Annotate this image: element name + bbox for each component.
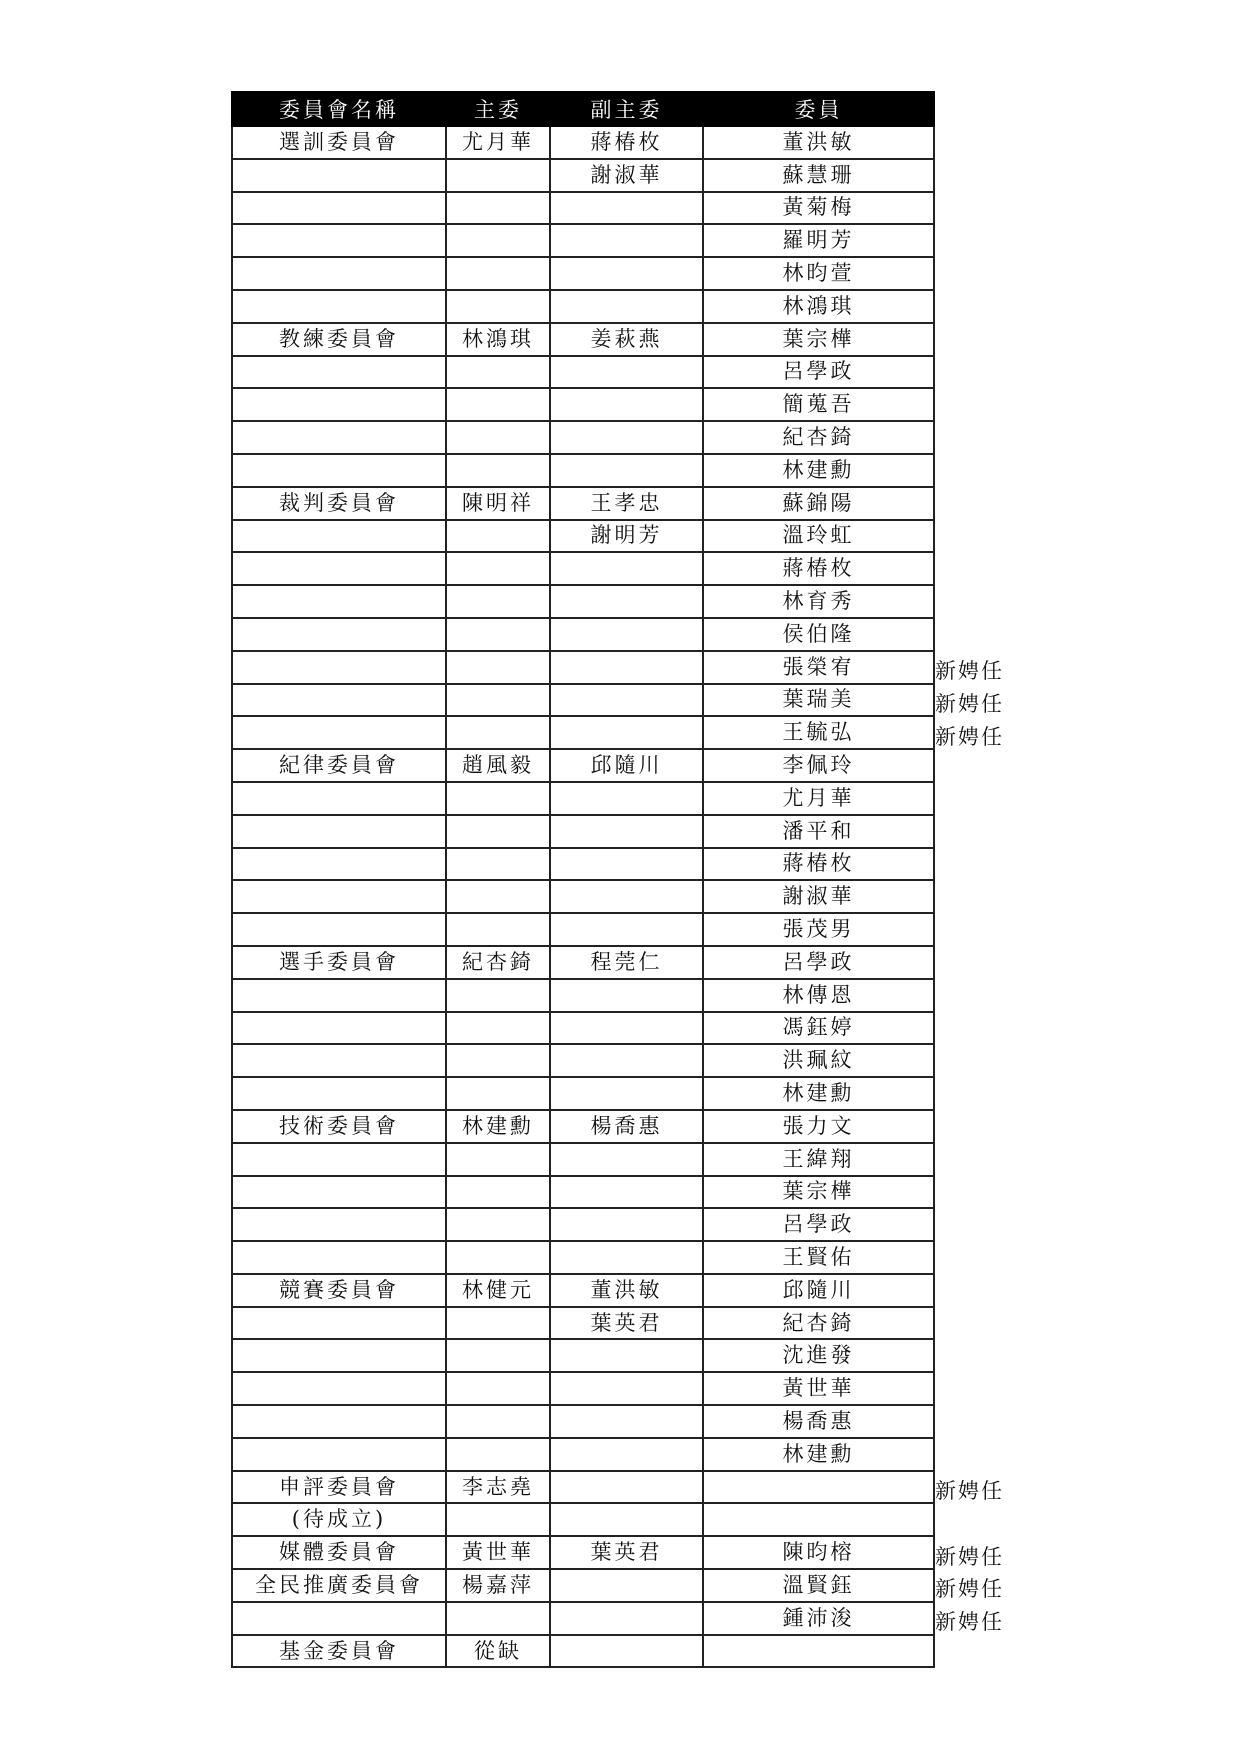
vice-chair-cell: 葉英君 — [550, 1307, 703, 1340]
member-cell: 李佩玲 — [703, 749, 934, 782]
vice-chair-cell: 謝淑華 — [550, 159, 703, 192]
member-cell: 林育秀 — [703, 585, 934, 618]
vice-chair-cell — [550, 1471, 703, 1504]
committee-table — [231, 91, 935, 1668]
chair-cell — [446, 1602, 550, 1635]
table-row — [232, 782, 934, 815]
chair-cell: 李志堯 — [446, 1471, 550, 1504]
chair-cell — [446, 1241, 550, 1274]
chair-cell: 從缺 — [446, 1635, 550, 1668]
committee-name-cell — [232, 585, 446, 618]
member-cell: 尤月華 — [703, 782, 934, 815]
member-cell: 侯伯隆 — [703, 618, 934, 651]
table-row — [232, 1339, 934, 1372]
table-row — [232, 1503, 934, 1536]
member-cell: 林建勳 — [703, 454, 934, 487]
table-row — [232, 126, 934, 159]
table-row — [232, 651, 934, 684]
chair-cell — [446, 1176, 550, 1209]
chair-cell: 林鴻琪 — [446, 323, 550, 356]
member-cell: 邱隨川 — [703, 1274, 934, 1307]
committee-name-cell — [232, 848, 446, 881]
header-committee-name: 委員會名稱 — [232, 92, 446, 126]
chair-cell — [446, 552, 550, 585]
committee-name-cell — [232, 1307, 446, 1340]
committee-name-cell — [232, 913, 446, 946]
chair-cell — [446, 1405, 550, 1438]
table-row — [232, 979, 934, 1012]
vice-chair-cell — [550, 356, 703, 389]
table-row — [232, 520, 934, 553]
committee-name-cell — [232, 1372, 446, 1405]
member-cell: 呂學政 — [703, 1208, 934, 1241]
chair-cell — [446, 1077, 550, 1110]
new-appointment-note: 新娉任 — [935, 659, 1004, 684]
chair-cell — [446, 257, 550, 290]
table-row — [232, 388, 934, 421]
vice-chair-cell — [550, 815, 703, 848]
chair-cell — [446, 356, 550, 389]
table-row — [232, 848, 934, 881]
chair-cell — [446, 848, 550, 881]
vice-chair-cell — [550, 552, 703, 585]
member-cell: 馮鈺婷 — [703, 1012, 934, 1045]
table-row — [232, 421, 934, 454]
member-cell: 葉瑞美 — [703, 684, 934, 717]
vice-chair-cell — [550, 1438, 703, 1471]
chair-cell: 趙風毅 — [446, 749, 550, 782]
member-cell: 潘平和 — [703, 815, 934, 848]
chair-cell: 陳明祥 — [446, 487, 550, 520]
committee-name-cell — [232, 454, 446, 487]
committee-name-cell — [232, 880, 446, 913]
member-cell: 林建勳 — [703, 1077, 934, 1110]
vice-chair-cell — [550, 290, 703, 323]
vice-chair-cell — [550, 848, 703, 881]
member-cell: 蘇慧珊 — [703, 159, 934, 192]
chair-cell — [446, 651, 550, 684]
table-row — [232, 1044, 934, 1077]
committee-name-cell: 教練委員會 — [232, 323, 446, 356]
table-row — [232, 1077, 934, 1110]
vice-chair-cell: 邱隨川 — [550, 749, 703, 782]
member-cell: 林鴻琪 — [703, 290, 934, 323]
table-row — [232, 1110, 934, 1143]
member-cell: 張榮宥 — [703, 651, 934, 684]
table-row — [232, 224, 934, 257]
table-row — [232, 1208, 934, 1241]
member-cell: 黃菊梅 — [703, 192, 934, 225]
committee-name-cell — [232, 1044, 446, 1077]
committee-name-cell — [232, 1241, 446, 1274]
member-cell: 蔣椿枚 — [703, 552, 934, 585]
committee-name-cell: 選訓委員會 — [232, 126, 446, 159]
table-body — [232, 126, 934, 1667]
table-row — [232, 1602, 934, 1635]
chair-cell — [446, 618, 550, 651]
committee-name-cell — [232, 356, 446, 389]
chair-cell — [446, 815, 550, 848]
table-row — [232, 618, 934, 651]
chair-cell — [446, 1503, 550, 1536]
chair-cell — [446, 290, 550, 323]
vice-chair-cell: 姜萩燕 — [550, 323, 703, 356]
committee-name-cell — [232, 1143, 446, 1176]
vice-chair-cell: 楊喬惠 — [550, 1110, 703, 1143]
chair-cell — [446, 159, 550, 192]
table-row — [232, 815, 934, 848]
chair-cell — [446, 388, 550, 421]
vice-chair-cell — [550, 618, 703, 651]
committee-name-cell — [232, 224, 446, 257]
chair-cell — [446, 454, 550, 487]
vice-chair-cell — [550, 1602, 703, 1635]
chair-cell — [446, 192, 550, 225]
vice-chair-cell — [550, 192, 703, 225]
vice-chair-cell — [550, 224, 703, 257]
table-row — [232, 749, 934, 782]
chair-cell — [446, 1339, 550, 1372]
vice-chair-cell — [550, 1569, 703, 1602]
member-cell: 沈進發 — [703, 1339, 934, 1372]
committee-name-cell: (待成立) — [232, 1503, 446, 1536]
vice-chair-cell — [550, 1176, 703, 1209]
committee-name-cell — [232, 552, 446, 585]
chair-cell: 林建勳 — [446, 1110, 550, 1143]
member-cell: 董洪敏 — [703, 126, 934, 159]
vice-chair-cell — [550, 1339, 703, 1372]
vice-chair-cell — [550, 257, 703, 290]
member-cell: 洪珮紋 — [703, 1044, 934, 1077]
vice-chair-cell: 謝明芳 — [550, 520, 703, 553]
table-row — [232, 454, 934, 487]
chair-cell: 尤月華 — [446, 126, 550, 159]
chair-cell — [446, 1143, 550, 1176]
member-cell: 黃世華 — [703, 1372, 934, 1405]
vice-chair-cell — [550, 454, 703, 487]
chair-cell — [446, 716, 550, 749]
table-row — [232, 684, 934, 717]
committee-name-cell — [232, 192, 446, 225]
committee-name-cell — [232, 651, 446, 684]
committee-name-cell — [232, 1602, 446, 1635]
new-appointment-note: 新娉任 — [935, 1610, 1004, 1635]
committee-name-cell — [232, 979, 446, 1012]
committee-name-cell: 基金委員會 — [232, 1635, 446, 1668]
member-cell: 楊喬惠 — [703, 1405, 934, 1438]
header-members: 委員 — [703, 92, 934, 126]
vice-chair-cell: 董洪敏 — [550, 1274, 703, 1307]
committee-name-cell — [232, 716, 446, 749]
member-cell: 紀杏錡 — [703, 421, 934, 454]
vice-chair-cell — [550, 1503, 703, 1536]
member-cell — [703, 1503, 934, 1536]
table-row — [232, 159, 934, 192]
member-cell: 陳昀榕 — [703, 1536, 934, 1569]
chair-cell — [446, 421, 550, 454]
vice-chair-cell — [550, 1044, 703, 1077]
chair-cell: 紀杏錡 — [446, 946, 550, 979]
committee-name-cell — [232, 520, 446, 553]
chair-cell — [446, 1012, 550, 1045]
member-cell: 蔣椿枚 — [703, 848, 934, 881]
vice-chair-cell — [550, 1241, 703, 1274]
member-cell: 張力文 — [703, 1110, 934, 1143]
table-row — [232, 1536, 934, 1569]
committee-name-cell — [232, 1012, 446, 1045]
vice-chair-cell — [550, 585, 703, 618]
table-row — [232, 1274, 934, 1307]
committee-name-cell: 媒體委員會 — [232, 1536, 446, 1569]
member-cell: 羅明芳 — [703, 224, 934, 257]
member-cell: 紀杏錡 — [703, 1307, 934, 1340]
member-cell: 王毓弘 — [703, 716, 934, 749]
table-row — [232, 487, 934, 520]
table-row — [232, 913, 934, 946]
vice-chair-cell — [550, 979, 703, 1012]
committee-name-cell — [232, 159, 446, 192]
vice-chair-cell: 王孝忠 — [550, 487, 703, 520]
member-cell: 蘇錦陽 — [703, 487, 934, 520]
committee-name-cell — [232, 388, 446, 421]
vice-chair-cell — [550, 1012, 703, 1045]
committee-name-cell: 紀律委員會 — [232, 749, 446, 782]
member-cell: 溫玲虹 — [703, 520, 934, 553]
member-cell — [703, 1471, 934, 1504]
table-row — [232, 1635, 934, 1668]
member-cell: 簡蒐吾 — [703, 388, 934, 421]
committee-name-cell — [232, 618, 446, 651]
table-row — [232, 716, 934, 749]
chair-cell — [446, 520, 550, 553]
vice-chair-cell — [550, 880, 703, 913]
committee-name-cell — [232, 290, 446, 323]
committee-name-cell — [232, 1208, 446, 1241]
table-row — [232, 192, 934, 225]
table-row — [232, 1012, 934, 1045]
table-row — [232, 1241, 934, 1274]
chair-cell — [446, 1208, 550, 1241]
vice-chair-cell — [550, 1208, 703, 1241]
committee-name-cell — [232, 815, 446, 848]
member-cell: 鍾沛浚 — [703, 1602, 934, 1635]
chair-cell — [446, 913, 550, 946]
table-row — [232, 323, 934, 356]
member-cell: 葉宗樺 — [703, 323, 934, 356]
chair-cell — [446, 1438, 550, 1471]
chair-cell — [446, 979, 550, 1012]
vice-chair-cell — [550, 421, 703, 454]
committee-name-cell — [232, 1405, 446, 1438]
chair-cell: 楊嘉萍 — [446, 1569, 550, 1602]
vice-chair-cell: 葉英君 — [550, 1536, 703, 1569]
committee-name-cell: 技術委員會 — [232, 1110, 446, 1143]
member-cell: 葉宗樺 — [703, 1176, 934, 1209]
vice-chair-cell: 蔣椿枚 — [550, 126, 703, 159]
vice-chair-cell — [550, 716, 703, 749]
table-row — [232, 552, 934, 585]
header-chair: 主委 — [446, 92, 550, 126]
committee-name-cell — [232, 421, 446, 454]
table-row — [232, 1372, 934, 1405]
table-row — [232, 1471, 934, 1504]
chair-cell — [446, 224, 550, 257]
committee-name-cell — [232, 782, 446, 815]
vice-chair-cell — [550, 684, 703, 717]
vice-chair-cell — [550, 651, 703, 684]
committee-name-cell: 申評委員會 — [232, 1471, 446, 1504]
table-row — [232, 1405, 934, 1438]
new-appointment-note: 新娉任 — [935, 1479, 1004, 1504]
chair-cell — [446, 1307, 550, 1340]
member-cell: 呂學政 — [703, 946, 934, 979]
vice-chair-cell — [550, 1143, 703, 1176]
committee-name-cell: 全民推廣委員會 — [232, 1569, 446, 1602]
member-cell — [703, 1635, 934, 1668]
committee-name-cell — [232, 1077, 446, 1110]
member-cell: 林建勳 — [703, 1438, 934, 1471]
chair-cell — [446, 782, 550, 815]
committee-name-cell — [232, 1176, 446, 1209]
chair-cell: 黃世華 — [446, 1536, 550, 1569]
committee-name-cell: 選手委員會 — [232, 946, 446, 979]
chair-cell — [446, 1372, 550, 1405]
vice-chair-cell — [550, 388, 703, 421]
table-row — [232, 1307, 934, 1340]
member-cell: 溫賢鈺 — [703, 1569, 934, 1602]
chair-cell: 林健元 — [446, 1274, 550, 1307]
member-cell: 謝淑華 — [703, 880, 934, 913]
vice-chair-cell — [550, 782, 703, 815]
committee-name-cell — [232, 1339, 446, 1372]
member-cell: 林昀萱 — [703, 257, 934, 290]
table-row — [232, 1176, 934, 1209]
member-cell: 張茂男 — [703, 913, 934, 946]
table-row — [232, 585, 934, 618]
member-cell: 王賢佑 — [703, 1241, 934, 1274]
table-row — [232, 946, 934, 979]
vice-chair-cell — [550, 1077, 703, 1110]
committee-name-cell — [232, 1438, 446, 1471]
committee-name-cell: 裁判委員會 — [232, 487, 446, 520]
vice-chair-cell — [550, 1635, 703, 1668]
header-vice-chair: 副主委 — [550, 92, 703, 126]
member-cell: 呂學政 — [703, 356, 934, 389]
new-appointment-note: 新娉任 — [935, 1544, 1004, 1569]
member-cell: 林傳恩 — [703, 979, 934, 1012]
table-row — [232, 1569, 934, 1602]
chair-cell — [446, 585, 550, 618]
vice-chair-cell: 程莞仁 — [550, 946, 703, 979]
table-row — [232, 257, 934, 290]
table-row — [232, 880, 934, 913]
chair-cell — [446, 880, 550, 913]
table-row — [232, 1143, 934, 1176]
table-row — [232, 1438, 934, 1471]
vice-chair-cell — [550, 913, 703, 946]
chair-cell — [446, 684, 550, 717]
member-cell: 王緯翔 — [703, 1143, 934, 1176]
vice-chair-cell — [550, 1372, 703, 1405]
committee-name-cell: 競賽委員會 — [232, 1274, 446, 1307]
table-row — [232, 290, 934, 323]
committee-name-cell — [232, 257, 446, 290]
header-row — [232, 92, 934, 126]
table-row — [232, 356, 934, 389]
new-appointment-note: 新娉任 — [935, 691, 1004, 716]
committee-name-cell — [232, 684, 446, 717]
chair-cell — [446, 1044, 550, 1077]
new-appointment-note: 新娉任 — [935, 1577, 1004, 1602]
vice-chair-cell — [550, 1405, 703, 1438]
new-appointment-note: 新娉任 — [935, 724, 1004, 749]
